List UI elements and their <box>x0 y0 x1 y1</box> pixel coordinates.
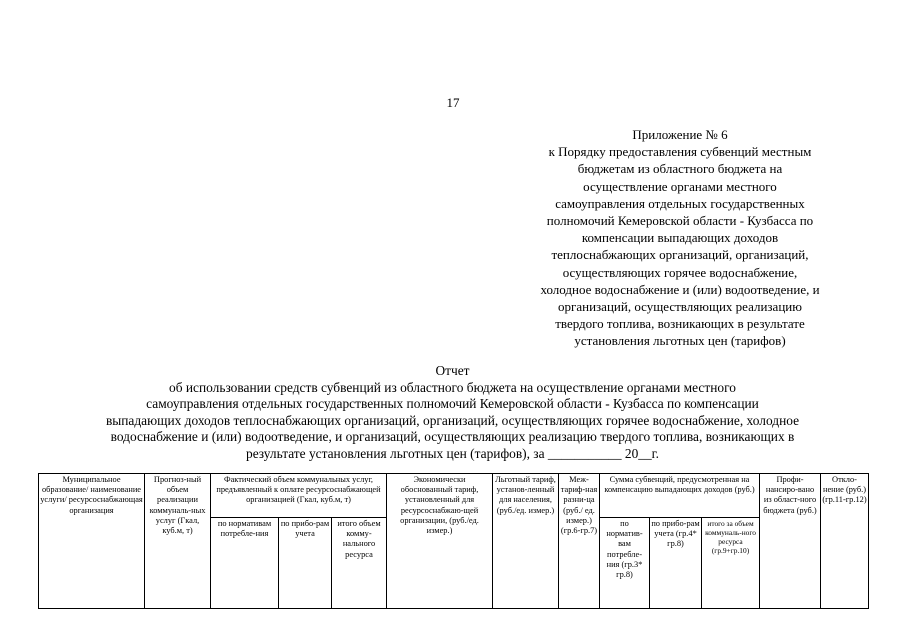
report-title-line: водоснабжение и (или) водоотведение, и организаций, осуществляющих реализацию твердого топлива, возникающих в <box>110 429 795 445</box>
appendix-line: осуществляющих горячее водоснабжение, <box>562 264 798 280</box>
appendix-line: к Порядку предоставления субвенций местным <box>548 144 812 160</box>
col-preferential-tariff-header: Льготный тариф, установ-ленный для населения, (руб./ед. измер.) <box>493 474 559 609</box>
report-title-line: выпадающих доходов теплоснабжающих организаций, организаций, осуществляющих горячее водоснабжение, холодное <box>105 412 800 428</box>
appendix-line: твердого топлива, возникающих в результате <box>555 316 805 332</box>
col-tariff-difference-header: Меж-тариф-ная разни-ца (руб./ ед. измер.) (гр.6-гр.7) <box>559 474 600 609</box>
col-actual-by-norms-header: по нормативам потребле-ния <box>211 517 279 608</box>
report-title-line: об использовании средств субвенций из областного бюджета на осуществление органами местного <box>169 379 736 395</box>
col-municipality-header: Муниципальное образование/ наименование услуги/ ресурсоснабжающая организация <box>39 474 145 609</box>
report-table <box>38 473 869 609</box>
col-subvention-by-meters-header: по прибо-рам учета (гр.4* гр.8) <box>650 517 702 608</box>
col-financed-header: Профи-нансиро-вано из област-ного бюджета (руб.) <box>760 474 821 609</box>
col-subvention-by-norms-header: по норматив-вам потребле-ния (гр.3* гр.8) <box>600 517 650 608</box>
col-deviation-header: Откло-нение (руб.) (гр.11-гр.12) <box>821 474 869 609</box>
col-subvention-total-header: итого за объем коммуналь-ного ресурса (гр.9+гр.10) <box>702 517 760 608</box>
appendix-line: организаций, осуществляющих реализацию <box>558 299 802 315</box>
col-economic-tariff-header: Экономически обоснованный тариф, установленный для ресурсоснабжаю-щей организации, (руб./ед. измер.) <box>387 474 493 609</box>
appendix-line: холодное водоснабжение и (или) водоотведение, и <box>540 281 820 297</box>
report-title-line: результате установления льготных цен (тарифов), за ___________ 20__г. <box>246 445 659 461</box>
col-actual-volume-header: Фактический объем коммунальных услуг, предъявленный к оплате ресурсоснабжающей организацией (Гкал, куб.м, т) <box>211 474 387 518</box>
report-title-block <box>40 363 865 463</box>
col-forecast-volume-header: Прогноз-ный объем реализации коммуналь-ных услуг (Гкал, куб.м, т) <box>145 474 211 609</box>
appendix-line: теплоснабжающих организаций, организаций, <box>551 247 809 263</box>
appendix-line: бюджетам из областного бюджета на <box>577 161 783 177</box>
report-title: Отчет <box>435 363 470 378</box>
col-actual-total-header: итого объем комму-нального ресурса <box>332 517 387 608</box>
appendix-header <box>500 126 860 350</box>
col-actual-by-meters-header: по прибо-рам учета <box>279 517 332 608</box>
page-number: 17 <box>446 95 460 110</box>
appendix-line: полномочий Кемеровской области - Кузбасса по <box>546 213 814 229</box>
appendix-line: осуществление органами местного <box>583 178 777 194</box>
col-subvention-sum-header: Сумма субвенций, предусмотренная на компенсацию выпадающих доходов (руб.) <box>600 474 760 518</box>
appendix-line: самоуправления отдельных государственных <box>555 195 805 211</box>
appendix-line: компенсации выпадающих доходов <box>581 230 779 246</box>
appendix-line: Приложение № 6 <box>632 127 728 142</box>
report-title-line: самоуправления отдельных государственных полномочий Кемеровской области - Кузбасса по компенсации <box>146 396 759 412</box>
appendix-line: установления льготных цен (тарифов) <box>574 333 786 349</box>
